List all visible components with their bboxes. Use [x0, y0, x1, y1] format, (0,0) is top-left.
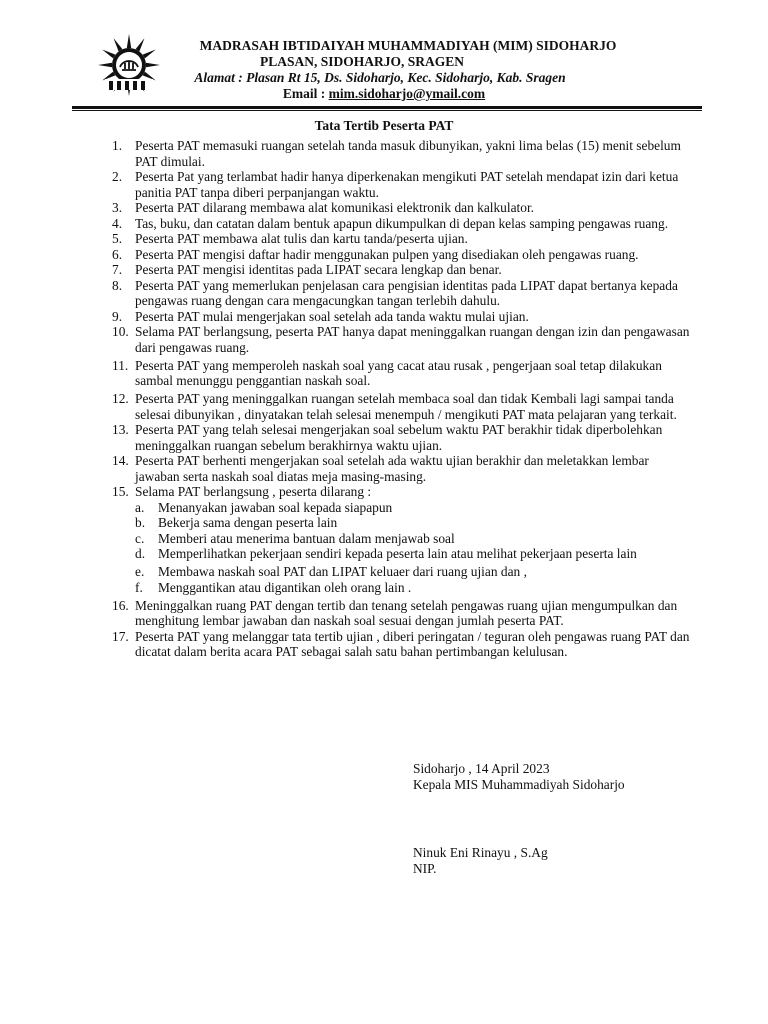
rule-number: 16.: [112, 597, 129, 613]
rule-number: 2.: [112, 169, 123, 184]
rule-item: [112, 216, 692, 232]
prohibition-text: Memberi atau menerima bantuan dalam menjawab soal: [158, 530, 455, 546]
signature-position: Kepala MIS Muhammadiyah Sidoharjo: [413, 777, 625, 792]
rule-item: [112, 278, 692, 309]
prohibition-text: Membawa naskah soal PAT dan LIPAT keluaer dari ruang ujian dan ,: [158, 564, 527, 579]
rule-text: Peserta PAT dilarang membawa alat komunikasi elektronik dan kalkulator.: [135, 200, 535, 215]
rule-text: Peserta PAT yang memerlukan penjelasan cara pengisian identitas pada LIPAT dapat bertanya kepada pengawas ruang dengan cara mengacungkan tangan terlebih dahulu.: [135, 277, 678, 308]
rule-item: [112, 247, 692, 263]
rule-item: [112, 324, 692, 355]
rule-text: Tas, buku, dan catatan dalam bentuk apapun dikumpulkan di depan kelas samping pengawas ruang.: [135, 215, 669, 231]
rule-text: Meninggalkan ruang PAT dengan tertib dan tenang setelah pengawas ruang ujian mengumpulkan dan menghitung lembar jawaban dan naskah soal sesuai dengan jumlah peserta PAT.: [135, 597, 678, 628]
rule-item: [112, 262, 692, 278]
header-divider-thin: [72, 110, 702, 111]
rule-text: Peserta PAT membawa alat tulis dan kartu tanda/peserta ujian.: [135, 231, 468, 246]
rule-number: 17.: [112, 628, 129, 644]
rule-text: Peserta PAT memasuki ruangan setelah tanda masuk dibunyikan, yakni lima belas (15) menit sebelum PAT dimulai.: [135, 138, 681, 169]
rule-item: [112, 200, 692, 216]
prohibition-item: [135, 500, 692, 516]
rule-number: 6.: [112, 246, 123, 262]
rule-text: Peserta PAT yang meninggalkan ruangan setelah membaca soal dan tidak Kembali lagi sampai tanda selesai dibunyikan , dinyatakan telah selesai menempuh / mengikuti PAT mata pelajaran yang terkait.: [135, 391, 677, 422]
rule-number: 7.: [112, 262, 123, 277]
rule-text: Selama PAT berlangsung , peserta dilarang :: [135, 484, 372, 499]
school-location: PLASAN, SIDOHARJO, SRAGEN: [259, 54, 465, 69]
rule-number: 10.: [112, 324, 129, 339]
rule-item: [112, 169, 692, 200]
rule-item: [112, 629, 692, 660]
rule-number: 14.: [112, 453, 129, 468]
prohibition-letter: d.: [135, 546, 146, 561]
email-label: Email :: [282, 86, 329, 101]
rule-text: Peserta PAT berhenti mengerjakan soal setelah ada waktu ujian berakhir dan meletakkan lembar jawaban serta naskah soal diatas meja masing-masing.: [135, 453, 649, 484]
school-email-line: [0, 86, 768, 102]
rule-item: [112, 138, 692, 169]
rule-item: [112, 231, 692, 247]
rule-item: [112, 422, 692, 453]
rule-item: [112, 598, 692, 629]
rule-item: [112, 309, 692, 325]
rule-number: 15.: [112, 484, 129, 499]
rule-number: 11.: [112, 357, 129, 373]
prohibition-item: [135, 515, 692, 531]
rule-text: Peserta PAT yang telah selesai mengerjakan soal sebelum waktu PAT berakhir tidak diperbolehkan meninggalkan ruangan sebelum berakhirnya waktu ujian.: [135, 422, 663, 453]
prohibition-letter: e.: [135, 564, 145, 579]
signature-place-date: Sidoharjo , 14 April 2023: [413, 761, 550, 776]
rule-item: [112, 391, 692, 422]
rule-item: [112, 358, 692, 389]
rule-text: Peserta PAT mengisi daftar hadir menggunakan pulpen yang disediakan oleh pengawas ruang.: [135, 246, 639, 262]
rule-text: Peserta PAT mulai mengerjakan soal setelah ada tanda waktu mulai ujian.: [135, 308, 529, 324]
rule-item: [112, 484, 692, 595]
signature-nip: NIP.: [413, 861, 437, 876]
prohibition-text: Menggantikan atau digantikan oleh orang lain .: [158, 579, 412, 595]
email-link[interactable]: mim.sidoharjo@ymail.com: [328, 86, 486, 101]
rule-number: 13.: [112, 422, 129, 437]
school-address: Alamat : Plasan Rt 15, Ds. Sidoharjo, Kec. Sidoharjo, Kab. Sragen: [194, 70, 566, 85]
rule-text: Selama PAT berlangsung, peserta PAT hanya dapat meninggalkan ruangan dengan izin dan pengawasan dari pengawas ruang.: [135, 324, 690, 355]
rule-number: 3.: [112, 200, 123, 215]
rule-text: Peserta PAT mengisi identitas pada LIPAT secara lengkap dan benar.: [135, 262, 502, 277]
prohibitions-list: [135, 500, 692, 596]
prohibition-letter: f.: [135, 579, 143, 595]
prohibition-letter: b.: [135, 515, 146, 530]
prohibition-text: Menanyakan jawaban soal kepada siapapun: [158, 499, 393, 515]
signature-name: Ninuk Eni Rinayu , S.Ag: [413, 845, 548, 860]
school-name: MADRASAH IBTIDAIYAH MUHAMMADIYAH (MIM) SIDOHARJO: [199, 38, 617, 53]
rule-text: Peserta PAT yang memperoleh naskah soal yang cacat atau rusak , pengerjaan soal tetap dilakukan sambal menunggu penggantian naskah soal.: [135, 357, 662, 388]
rule-item: [112, 453, 692, 484]
rule-number: 1.: [112, 138, 123, 153]
document-title: Tata Tertib Peserta PAT: [314, 118, 454, 133]
rule-number: 5.: [112, 231, 123, 246]
prohibition-item: [135, 564, 692, 580]
prohibition-text: Memperlihatkan pekerjaan sendiri kepada peserta lain atau melihat pekerjaan peserta lain: [158, 546, 637, 561]
rule-number: 12.: [112, 391, 129, 406]
prohibition-letter: a.: [135, 499, 145, 515]
prohibition-letter: c.: [135, 530, 145, 546]
rule-text: Peserta Pat yang terlambat hadir hanya diperkenakan mengikuti PAT setelah mendapat izin dari ketua panitia PAT tanpa diberi perpanjangan waktu.: [135, 169, 679, 200]
rule-number: 4.: [112, 215, 123, 231]
rules-list: [112, 138, 692, 660]
header-divider-thick: [72, 106, 702, 109]
prohibition-text: Bekerja sama dengan peserta lain: [158, 515, 338, 530]
rule-number: 8.: [112, 277, 123, 293]
rule-number: 9.: [112, 308, 123, 324]
prohibition-item: [135, 580, 692, 596]
prohibition-item: [135, 531, 692, 547]
prohibition-item: [135, 546, 692, 562]
rule-text: Peserta PAT yang melanggar tata tertib ujian , diberi peringatan / teguran oleh pengawas ruang PAT dan dicatat dalam berita acara PAT sebagai salah satu bahan pertimbangan kelulusan.: [135, 628, 690, 659]
